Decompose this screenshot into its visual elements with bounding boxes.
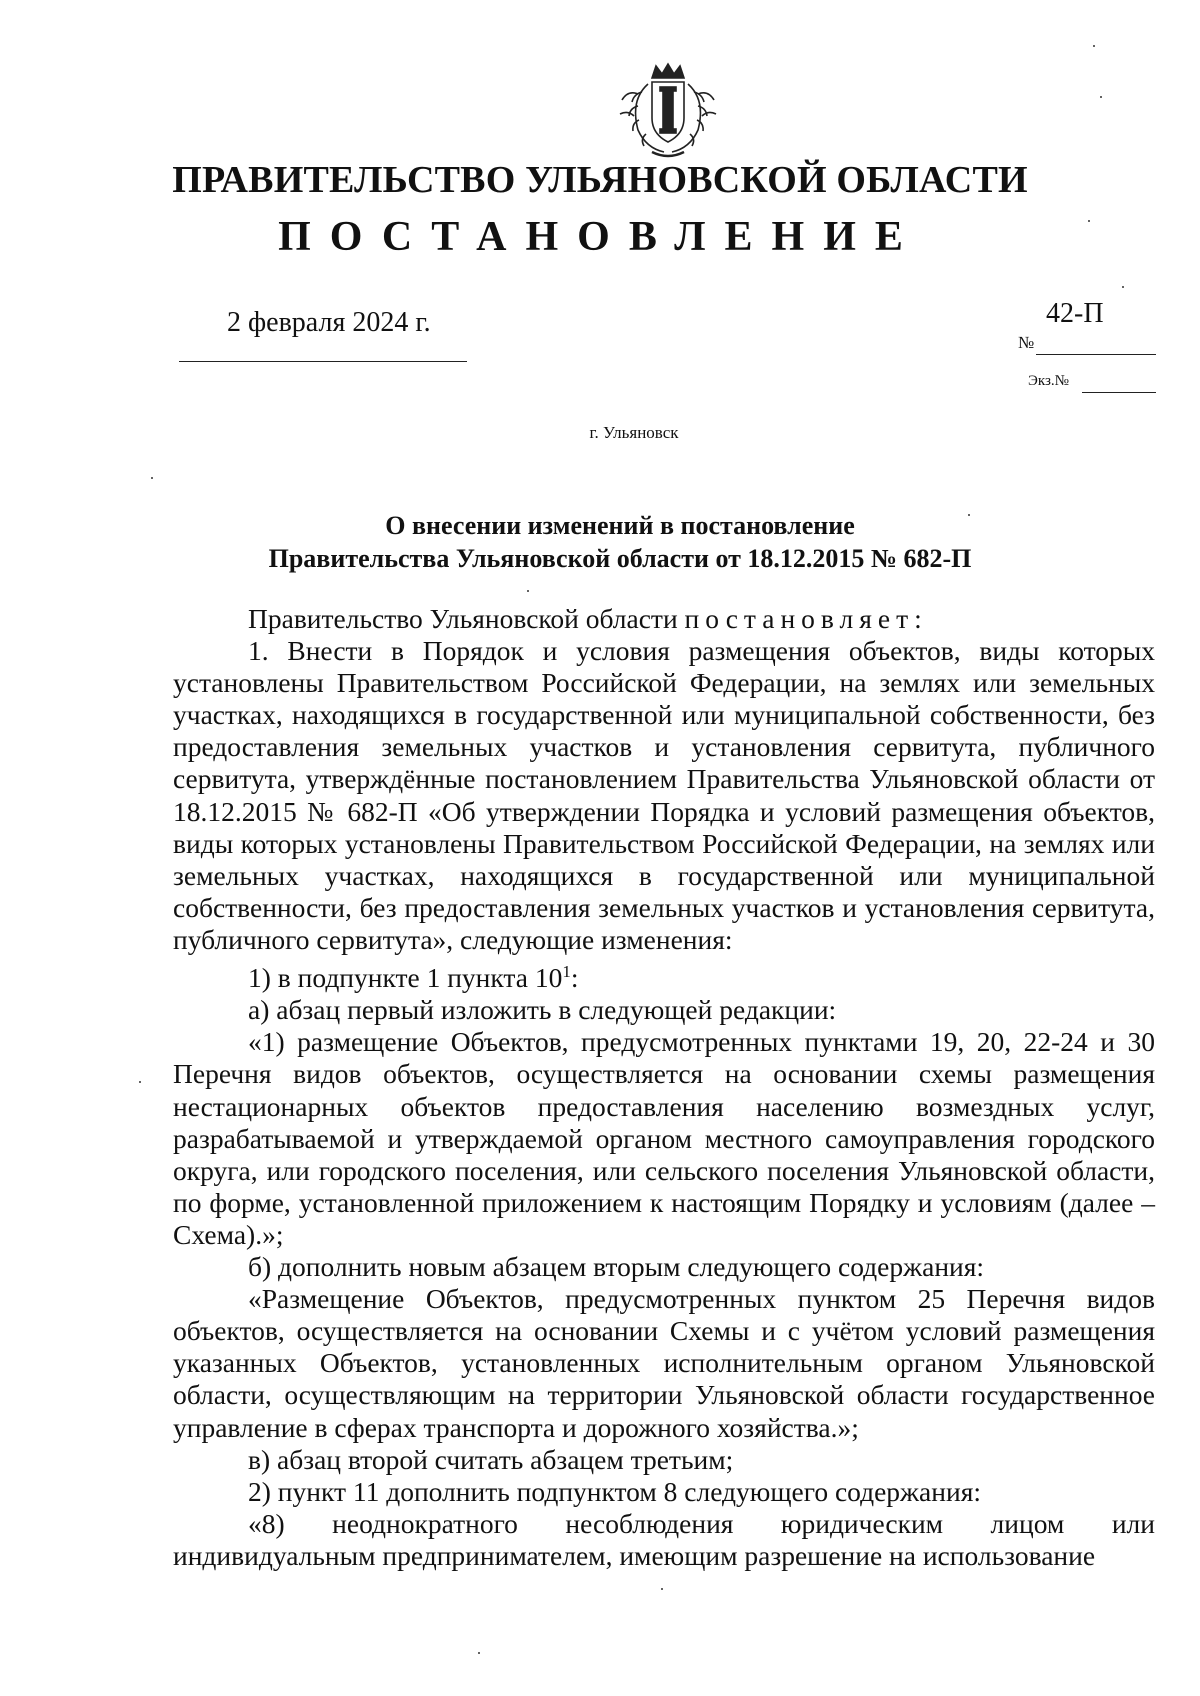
scan-speck	[151, 477, 153, 479]
intro-subject: Правительство Ульяновской области	[248, 603, 678, 634]
number-underline	[1036, 354, 1156, 355]
copy-number-label: Экз.№	[1028, 373, 1069, 389]
subject-line-2: Правительства Ульяновской области от 18.12.2015 № 682-П	[268, 544, 972, 573]
document-date: 2 февраля 2024 г.	[227, 307, 431, 338]
scan-speck	[1093, 45, 1095, 47]
scan-speck	[139, 1081, 141, 1083]
intro-colon: :	[914, 603, 922, 634]
date-underline	[179, 361, 467, 362]
scan-speck	[527, 590, 529, 592]
coat-of-arms-emblem	[612, 60, 724, 164]
paragraph-subitem-1	[173, 956, 1155, 994]
subject-line-1: О внесении изменений в постановление	[385, 511, 855, 540]
document-type-title: ПОСТАНОВЛЕНИЕ	[278, 214, 922, 260]
paragraph-subitem-v: в) абзац второй считать абзацем третьим;	[248, 1443, 734, 1475]
intro-paragraph	[173, 603, 1155, 635]
city-name: г. Ульяновск	[589, 423, 679, 442]
paragraph-item-2: 2) пункт 11 дополнить подпунктом 8 следующего содержания:	[248, 1475, 981, 1507]
paragraph-quote-2: «Размещение Объектов, предусмотренных пунктом 25 Перечня видов объектов, осуществляется на основании Схемы и с учётом условий размещения указанных Объектов, установленных исполнительным органом Ульяновской области, осуществляющим на территории Ульяновской области государственное управление в сферах транспорта и дорожного хозяйства.»;	[173, 1283, 1155, 1443]
scan-speck	[1100, 96, 1102, 98]
government-title: ПРАВИТЕЛЬСТВО УЛЬЯНОВСКОЙ ОБЛАСТИ	[172, 159, 1028, 201]
document-body	[173, 603, 1155, 1572]
paragraph-quote-3: «8) неоднократного несоблюдения юридическим лицом или индивидуальным предпринимателем, имеющим разрешение на использование	[173, 1507, 1155, 1571]
copy-number-underline	[1082, 392, 1156, 393]
scan-speck	[968, 514, 970, 516]
subitem-1-text: 1) в подпункте 1 пункта 10	[248, 962, 563, 994]
intro-verb-spaced: постановляет	[684, 603, 915, 634]
scan-speck	[1122, 286, 1124, 288]
document-number: 42-П	[1046, 298, 1104, 329]
subitem-1-superscript: 1	[562, 962, 571, 982]
paragraph-item-1: 1. Внести в Порядок и условия размещения объектов, виды которых установлены Правительством Российской Федерации, на землях или земельных участках, находящихся в государственной или муниципальной собственности, без предоставления земельных участков и установления сервитута, публичного сервитута, утверждённые постановлением Правительства Ульяновской области от 18.12.2015 № 682-П «Об утверждении Порядка и условий размещения объектов, виды которых установлены Правительством Российской Федерации, на землях или земельных участках, находящихся в государственной или муниципальной собственности, без предоставления земельных участков и установления сервитута, публичного сервитута», следующие изменения:	[173, 635, 1155, 955]
document-subject	[0, 509, 1200, 575]
scan-speck	[1088, 220, 1090, 222]
paragraph-subitem-a: а) абзац первый изложить в следующей редакции:	[248, 994, 837, 1026]
paragraph-subitem-b: б) дополнить новым абзацем вторым следующего содержания:	[248, 1251, 985, 1283]
scan-speck	[478, 1652, 480, 1654]
scan-speck	[661, 1588, 663, 1590]
subitem-1-colon: :	[570, 962, 579, 994]
number-label: №	[1018, 333, 1035, 352]
paragraph-quote-1: «1) размещение Объектов, предусмотренных пунктами 19, 20, 22-24 и 30 Перечня видов объектов, осуществляется на основании схемы размещения нестационарных объектов предоставления населению возмездных услуг, разрабатываемой и утверждаемой органом местного самоуправления городского округа, или городского поселения, или сельского поселения Ульяновской области, по форме, установленной приложением к настоящим Порядку и условиям (далее – Схема).»;	[173, 1026, 1155, 1250]
